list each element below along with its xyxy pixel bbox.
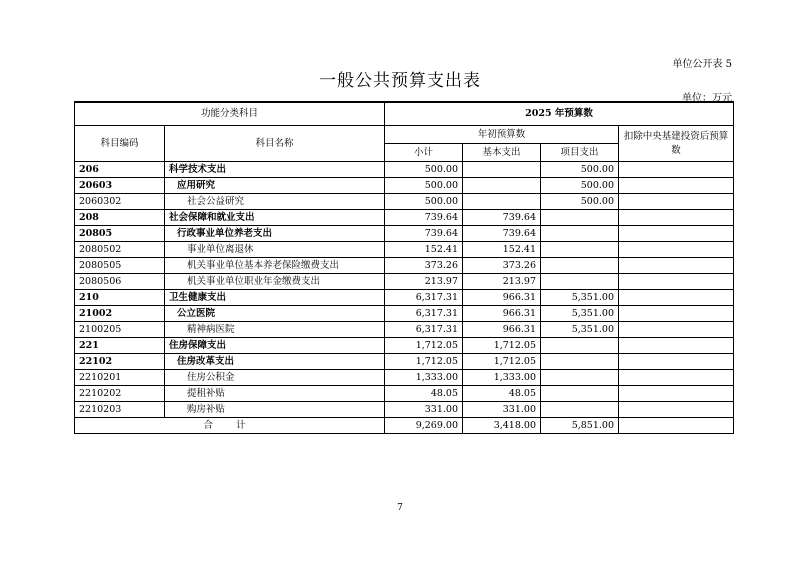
table-row (75, 178, 734, 194)
table-row (75, 290, 734, 306)
row-project: 5,351.00 (541, 290, 619, 306)
row-basic: 213.97 (463, 274, 541, 290)
row-subtotal: 1,712.05 (385, 354, 463, 370)
row-excl-central (619, 194, 734, 210)
header-budget-year: 2025 年预算数 (385, 102, 734, 126)
table-row (75, 306, 734, 322)
row-project (541, 402, 619, 418)
row-name: 住房公积金 (165, 370, 385, 386)
row-excl-central (619, 370, 734, 386)
row-name: 购房补贴 (165, 402, 385, 418)
row-excl-central (619, 322, 734, 338)
row-excl-central (619, 162, 734, 178)
header-basic: 基本支出 (463, 144, 541, 162)
header-initial-budget: 年初预算数 (385, 126, 619, 144)
row-excl-central (619, 178, 734, 194)
row-basic: 739.64 (463, 210, 541, 226)
row-code: 2080505 (75, 258, 165, 274)
row-basic: 966.31 (463, 322, 541, 338)
header-func-class: 功能分类科目 (75, 102, 385, 126)
row-code: 2080502 (75, 242, 165, 258)
row-project (541, 354, 619, 370)
budget-expenditure-table (74, 101, 734, 434)
row-code: 208 (75, 210, 165, 226)
row-subtotal: 6,317.31 (385, 322, 463, 338)
row-excl-central (619, 242, 734, 258)
table-row (75, 402, 734, 418)
row-excl-central (619, 290, 734, 306)
row-project (541, 226, 619, 242)
row-subtotal: 6,317.31 (385, 290, 463, 306)
row-excl-central (619, 226, 734, 242)
table-row (75, 242, 734, 258)
row-subtotal: 1,333.00 (385, 370, 463, 386)
row-basic (463, 162, 541, 178)
table-row (75, 386, 734, 402)
row-subtotal: 152.41 (385, 242, 463, 258)
row-code: 2060302 (75, 194, 165, 210)
row-basic: 1,712.05 (463, 354, 541, 370)
row-basic: 739.64 (463, 226, 541, 242)
page-title: 一般公共预算支出表 (319, 71, 481, 91)
total-basic: 3,418.00 (463, 418, 541, 434)
row-code: 2210202 (75, 386, 165, 402)
row-project (541, 274, 619, 290)
row-subtotal: 373.26 (385, 258, 463, 274)
table-row (75, 370, 734, 386)
row-name: 应用研究 (165, 178, 385, 194)
row-project: 500.00 (541, 162, 619, 178)
row-basic: 1,333.00 (463, 370, 541, 386)
row-subtotal: 48.05 (385, 386, 463, 402)
row-code: 2100205 (75, 322, 165, 338)
row-excl-central (619, 306, 734, 322)
row-basic: 152.41 (463, 242, 541, 258)
row-subtotal: 500.00 (385, 162, 463, 178)
row-code: 2210203 (75, 402, 165, 418)
row-subtotal: 500.00 (385, 194, 463, 210)
row-basic: 966.31 (463, 290, 541, 306)
header-code: 科目编码 (75, 126, 165, 162)
row-name: 公立医院 (165, 306, 385, 322)
total-project: 5,851.00 (541, 418, 619, 434)
unit-label: 单位：万元 (682, 93, 732, 104)
header-row-2 (75, 126, 734, 144)
total-subtotal: 9,269.00 (385, 418, 463, 434)
row-subtotal: 213.97 (385, 274, 463, 290)
row-code: 210 (75, 290, 165, 306)
page-number: 7 (397, 503, 403, 513)
row-basic: 373.26 (463, 258, 541, 274)
row-code: 22102 (75, 354, 165, 370)
row-project: 5,351.00 (541, 322, 619, 338)
row-name: 精神病医院 (165, 322, 385, 338)
table-row (75, 354, 734, 370)
table-row (75, 226, 734, 242)
row-basic: 1,712.05 (463, 338, 541, 354)
row-excl-central (619, 386, 734, 402)
row-excl-central (619, 258, 734, 274)
row-basic (463, 194, 541, 210)
total-row (75, 418, 734, 434)
row-name: 提租补贴 (165, 386, 385, 402)
row-project: 500.00 (541, 178, 619, 194)
row-subtotal: 739.64 (385, 226, 463, 242)
row-basic: 966.31 (463, 306, 541, 322)
row-code: 20805 (75, 226, 165, 242)
header-subtotal: 小计 (385, 144, 463, 162)
row-subtotal: 331.00 (385, 402, 463, 418)
row-subtotal: 500.00 (385, 178, 463, 194)
row-name: 事业单位离退休 (165, 242, 385, 258)
header-name: 科目名称 (165, 126, 385, 162)
row-name: 住房保障支出 (165, 338, 385, 354)
row-project (541, 338, 619, 354)
row-excl-central (619, 210, 734, 226)
row-project (541, 242, 619, 258)
table-row (75, 338, 734, 354)
row-excl-central (619, 354, 734, 370)
row-name: 社会保障和就业支出 (165, 210, 385, 226)
total-excl-central (619, 418, 734, 434)
row-name: 机关事业单位职业年金缴费支出 (165, 274, 385, 290)
table-row (75, 274, 734, 290)
row-project: 5,351.00 (541, 306, 619, 322)
header-excl-central: 扣除中央基建投资后预算数 (619, 126, 734, 162)
row-code: 2210201 (75, 370, 165, 386)
row-basic: 48.05 (463, 386, 541, 402)
row-excl-central (619, 274, 734, 290)
row-project (541, 370, 619, 386)
row-name: 卫生健康支出 (165, 290, 385, 306)
row-code: 20603 (75, 178, 165, 194)
header-project: 项目支出 (541, 144, 619, 162)
table-row (75, 210, 734, 226)
row-name: 行政事业单位养老支出 (165, 226, 385, 242)
row-code: 221 (75, 338, 165, 354)
row-project (541, 386, 619, 402)
row-name: 机关事业单位基本养老保险缴费支出 (165, 258, 385, 274)
row-name: 住房改革支出 (165, 354, 385, 370)
row-basic: 331.00 (463, 402, 541, 418)
row-code: 2080506 (75, 274, 165, 290)
row-subtotal: 739.64 (385, 210, 463, 226)
row-name: 社会公益研究 (165, 194, 385, 210)
header-row-1 (75, 102, 734, 126)
row-project: 500.00 (541, 194, 619, 210)
row-basic (463, 178, 541, 194)
row-project (541, 258, 619, 274)
row-code: 21002 (75, 306, 165, 322)
row-excl-central (619, 402, 734, 418)
row-subtotal: 6,317.31 (385, 306, 463, 322)
row-code: 206 (75, 162, 165, 178)
table-row (75, 258, 734, 274)
row-name: 科学技术支出 (165, 162, 385, 178)
row-subtotal: 1,712.05 (385, 338, 463, 354)
table-row (75, 162, 734, 178)
page-code: 单位公开表 5 (672, 59, 732, 70)
total-label: 合 计 (75, 418, 385, 434)
table-row (75, 194, 734, 210)
row-project (541, 210, 619, 226)
table-row (75, 322, 734, 338)
row-excl-central (619, 338, 734, 354)
